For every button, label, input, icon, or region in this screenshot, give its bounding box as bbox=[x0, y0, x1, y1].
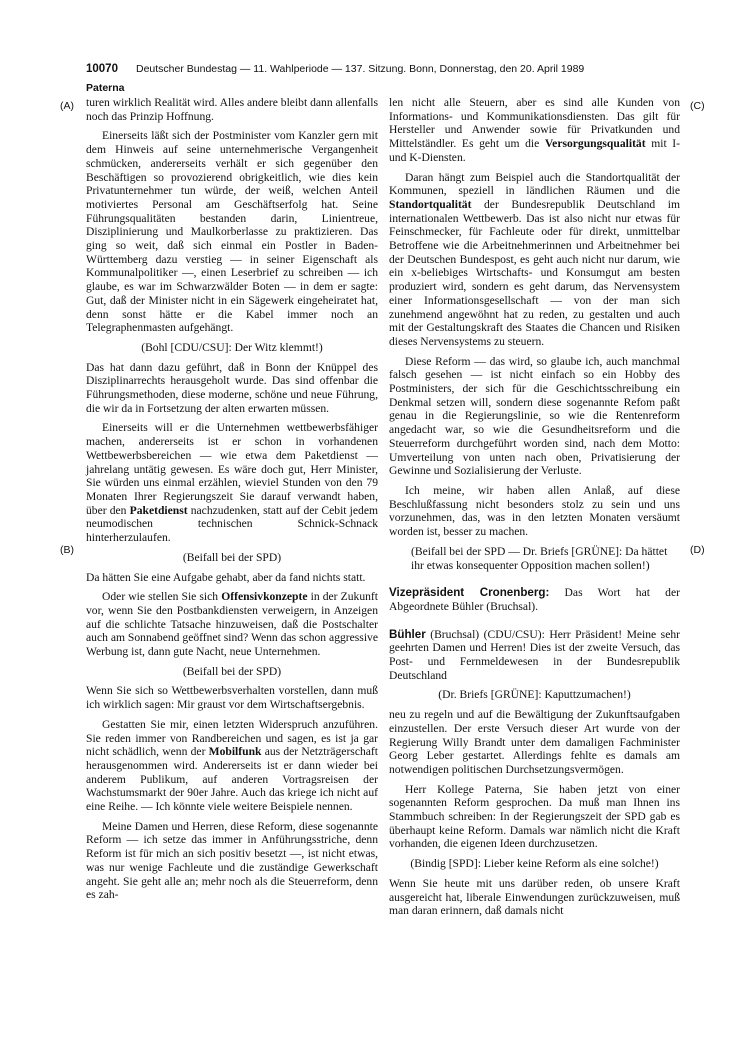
margin-marker-d: (D) bbox=[690, 544, 705, 556]
speaker-name: Bühler bbox=[389, 627, 426, 641]
paragraph-text: Gestatten Sie mir, einen letzten Widerspruch anzuführen. Sie reden immer von Randbereichen und sagen, es ist ja gar nicht schädlich, wenn der bbox=[86, 717, 378, 759]
paragraph: Ich meine, wir haben allen Anlaß, auf diese Beschlußfassung nicht besonders stolz zu sein und uns vorzunehmen, das, was in den letzten Monaten versäumt worden ist, besser zu machen. bbox=[389, 483, 680, 539]
paragraph-text: Das Wort hat der Abgeordnete Bühler (Bruchsal). bbox=[389, 586, 680, 613]
right-column bbox=[389, 96, 680, 924]
interjection: (Beifall bei der SPD) bbox=[182, 664, 282, 678]
speaker-tag: Paterna bbox=[86, 82, 125, 94]
margin-marker-c: (C) bbox=[690, 100, 705, 112]
emphasis: Paketdienst bbox=[129, 503, 188, 517]
paragraph-text: der Bundesrepublik Deutschland im internationalen Wettbewerb. Das ist also nicht nur etwas für Feinschmecker, für Fachleute oder für direkt, unmittelbar Betroffene wie die Arbeitnehmerinnen und Arbeitnehmer bei der Deutschen Bundespost, es geht auch nicht nur darum, wie ein x-beliebiges Wirtschafts- und Konsumgut am besten produziert wird, sondern es geht darum, das Nervensystem einer Informationsgesellschaft — von der man sich zunehmend angewöhnt hat zu reden, zu gestalten und auch mit der Gestaltungskraft des Staates die Chancen und Risiken dieses Nervensystems zu steuern. bbox=[389, 197, 680, 348]
running-header bbox=[86, 63, 646, 75]
paragraph-text: in der Zukunft vor, wenn Sie den Postbankdiensten verweigern, in Anzeigen auf die schlichte Tatsache hinzuweisen, daß die Postschalter auch am Sonnabend geöffnet sind? Wenn das schon aggressive Werbung ist, dann gute Nacht, neue Unternehmen. bbox=[86, 590, 378, 659]
paragraph bbox=[389, 96, 680, 165]
paragraph-text: Einerseits will er die Unternehmen wettbewerbsfähiger machen, andererseits ist er schon in vorhandenen Wettbewerbsbereichen — wie etwa dem Paketdienst — jahrelang untätig gewesen. Es wäre doch gut, Herr Minister, Sie würden uns einmal erzählen, wieviel Stunden von den 79 Monaten Ihrer Regierungszeit Sie darauf verwandt haben, über den bbox=[86, 421, 378, 517]
paragraph: Wenn Sie sich so Wettbewerbsverhalten vorstellen, dann muß ich wirklich sagen: Mir graust vor dem Wirtschaftsergebnis. bbox=[86, 684, 378, 712]
emphasis: Mobilfunk bbox=[208, 745, 262, 759]
speaker-paragraph bbox=[389, 586, 680, 613]
interjection: (Dr. Briefs [GRÜNE]: Kaputtzumachen!) bbox=[438, 688, 631, 702]
speaker-name: Vizepräsident Cronenberg: bbox=[389, 586, 550, 600]
paragraph-text: Daran hängt zum Beispiel auch die Standortqualität der Kommunen, speziell in ländlichen Räumen und die bbox=[389, 170, 680, 198]
paragraph: neu zu regeln und auf die Bewältigung der Zukunftsaufgaben einzustellen. Der erste Versuch dieser Art wurde von der Regierung Willy Brandt unter dem damaligen Fachminister Georg Leber gestartet. Allerdings fehlte es damals am notwendigen politischen Durchsetzungsvermögen. bbox=[389, 708, 680, 776]
emphasis: Versorgungsqualität bbox=[544, 137, 646, 151]
paragraph: Wenn Sie heute mit uns darüber reden, ob unsere Kraft ausgereicht hat, liberale Einwendungen zurückzuweisen, muß man daran erinnern, daß damals nicht bbox=[389, 876, 680, 918]
emphasis: Offensivkonzepte bbox=[221, 590, 308, 604]
interjection: (Bohl [CDU/CSU]: Der Witz klemmt!) bbox=[141, 340, 323, 354]
paragraph bbox=[86, 590, 378, 659]
paragraph-text: nachzudenken, statt auf der Cebit jedem neumodischen technischen Schnick-Schnack hinterherzulaufen. bbox=[86, 503, 378, 545]
margin-marker-a: (A) bbox=[60, 100, 74, 112]
paragraph: Herr Kollege Paterna, Sie haben jetzt von einer sogenannten Reform gesprochen. Da muß man Ihnen ins Stammbuch schreiben: In der Regierungszeit der SPD gab es überhaupt keine Reform. Damals war nämlich nicht die Kraft vorhanden, die eigenen Ideen durchzusetzen. bbox=[389, 782, 680, 851]
paragraph-text: aus der Netzträgerschaft herausgenommen wird. Andererseits ist er dann wieder bei anderem Publikum, auf anderen Vortragsreisen der Wachstumsmarkt der 90er Jahre. Auch das kriege ich nicht auf eine Reihe. — Ich könnte viele weitere Beispiele nennen. bbox=[86, 745, 378, 814]
paragraph: Diese Reform — das wird, so glaube ich, auch manchmal falsch gesehen — ist nicht einfach so ein Hobby des Postministers, der sich für die Geschichtsschreibung ein Denkmal setzen will, sondern diese sogenannte Refom paßt genau in die Regierungslinie, so wie die Rentenreform angedacht war, so wie die Gesundheitsreform und die Steuerreform durchgeführt worden sind, nach dem Motto: Umverteilung von unten nach oben, Privatisierung der Gewinne und Sozialisierung der Verluste. bbox=[389, 354, 680, 478]
paragraph-text: mit I- und K-Diensten. bbox=[389, 137, 680, 164]
paragraph: Meine Damen und Herren, diese Reform, diese sogenannte Reform — ich setze das immer in Anführungsstriche, denn Reform ist für mich an sich positiv besetzt —, ist nicht etwas, was nur wenige Fachleute und die zuständige Gewerkschaft angeht. Sie geht alle an; mehr noch als die Steuerreform, denn es zah- bbox=[86, 819, 378, 902]
page-number: 10070 bbox=[86, 63, 118, 75]
paragraph bbox=[86, 421, 378, 544]
left-column bbox=[86, 96, 378, 908]
paragraph: Das hat dann dazu geführt, daß in Bonn der Knüppel des Disziplinarrechts herausgeholt wurde. Das sind offenbar die Führungsmethoden, diese moderne, schöne und neue Führung, die wir da in Fortsetzung der alten erwarten müssen. bbox=[86, 360, 378, 415]
margin-marker-b: (B) bbox=[60, 544, 74, 556]
interjection: (Bindig [SPD]: Lieber keine Reform als eine solche!) bbox=[410, 857, 659, 871]
paragraph: Da hätten Sie eine Aufgabe gehabt, aber da fand nichts statt. bbox=[86, 570, 366, 584]
paragraph bbox=[86, 718, 378, 814]
paragraph-text: len nicht alle Steuern, aber es sind alle Kunden von Informations- und Kommunikationsdiensten. Das gilt für Hersteller und Anwender sowie für Privatkunden und Mittelständler. Es geht um die bbox=[389, 96, 680, 151]
interjection: (Beifall bei der SPD) bbox=[182, 550, 282, 564]
paragraph-text: Oder wie stellen Sie sich bbox=[102, 590, 222, 604]
interjection: (Beifall bei der SPD — Dr. Briefs [GRÜNE]: Da hättet ihr etwas konsequenter Opposition machen sollen!) bbox=[411, 544, 668, 572]
paragraph bbox=[389, 171, 680, 349]
paragraph: Einerseits läßt sich der Postminister vom Kanzler gern mit dem Hinweis auf seine unternehmerische Vergangenheit schmücken, andererseits verhält er sich gegenüber den Beschäftigen so provozierend obrigkeitlich, wie dies kein Privatunternehmer tun würde, der weiß, welchen Anteil motiviertes Personal am Geschäftserfolg hat. Seine Führungsqualitäten bestanden darin, Linientreue, Disziplinierung und Maulkorberlasse zu praktizieren. Das ging so weit, daß sich einmal ein Postler in Baden-Württemberg dazu verstieg — in seiner Eigenschaft als Kommunalpolitiker —, einen Leserbrief zu schreiben — ich glaube, es war im Schwarzwälder Boten — in dem er sagte: Gut, daß der Minister nicht in ein Sägewerk eingeheiratet hat, denn sonst hätte er die Kabel immer noch an Telegraphenmasten aufgehängt. bbox=[86, 129, 378, 335]
paragraph-text: (Bruchsal) (CDU/CSU): Herr Präsident! Meine sehr geehrten Damen und Herren! Dies ist der zweite Versuch, das Post- und Fernmeldewesen in der Bundesrepublik Deutschland bbox=[389, 627, 680, 682]
paragraph: turen wirklich Realität wird. Alles andere bleibt dann allenfalls noch das Prinzip Hoffnung. bbox=[86, 96, 379, 123]
speaker-paragraph bbox=[389, 628, 680, 683]
emphasis: Standortqualität bbox=[389, 197, 472, 211]
running-title: Deutscher Bundestag — 11. Wahlperiode — 137. Sitzung. Bonn, Donnerstag, den 20. April 1989 bbox=[135, 63, 585, 75]
